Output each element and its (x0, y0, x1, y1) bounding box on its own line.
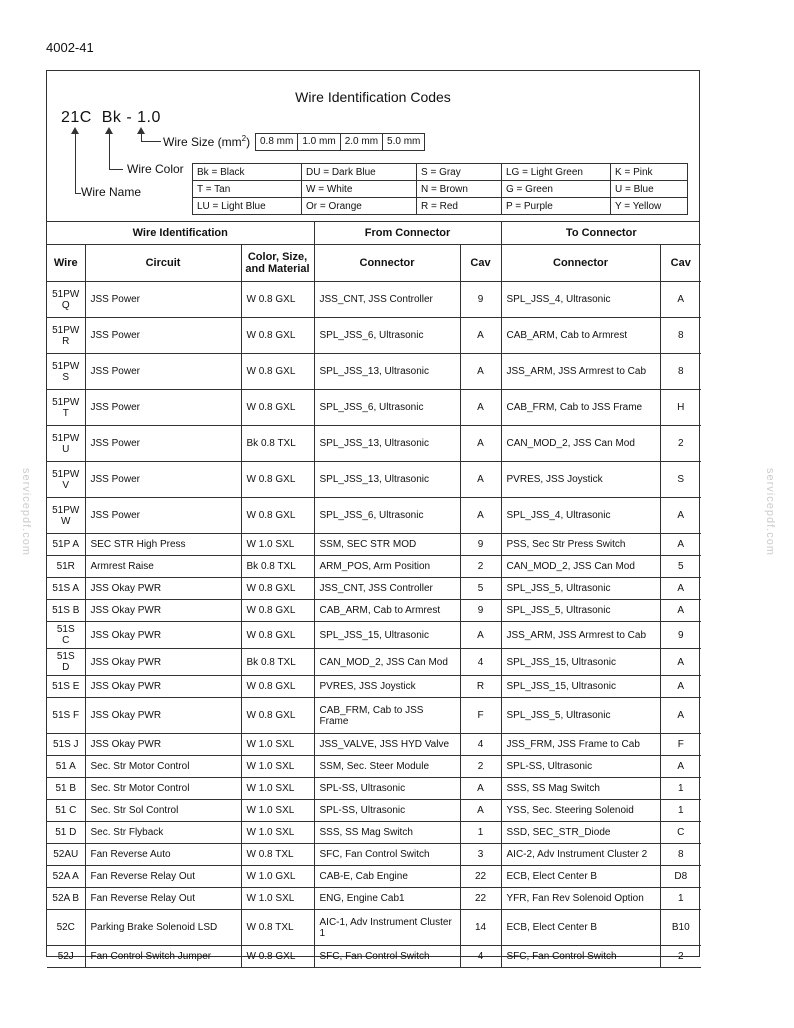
from-connector-cell: SPL_JSS_13, Ultrasonic (314, 426, 460, 462)
from-cav-cell: A (460, 800, 501, 822)
to-cav-cell: A (660, 578, 701, 600)
to-cav-cell: 9 (660, 622, 701, 649)
to-connector-cell: SPL_JSS_15, Ultrasonic (501, 649, 660, 676)
color-size-material-cell: W 1.0 SXL (241, 800, 314, 822)
color-code-cell: P = Purple (502, 198, 611, 215)
circuit-cell: Sec. Str Sol Control (85, 800, 241, 822)
to-connector-cell: JSS_FRM, JSS Frame to Cab (501, 734, 660, 756)
arrow-line (141, 141, 161, 142)
from-cav-cell: 22 (460, 866, 501, 888)
from-connector-cell: CAN_MOD_2, JSS Can Mod (314, 649, 460, 676)
wire-size-options (255, 133, 425, 151)
to-connector-cell: CAB_FRM, Cab to JSS Frame (501, 390, 660, 426)
to-cav-cell: 8 (660, 844, 701, 866)
circuit-cell: Parking Brake Solenoid LSD (85, 910, 241, 946)
to-cav-cell: A (660, 649, 701, 676)
to-cav-cell: A (660, 600, 701, 622)
wire-cell: 52AU (47, 844, 85, 866)
table-row (47, 676, 701, 698)
table-row (47, 800, 701, 822)
from-connector-cell: SPL_JSS_6, Ultrasonic (314, 318, 460, 354)
wire-cell: 51S C (47, 622, 85, 649)
wire-cell: 51PW V (47, 462, 85, 498)
table-row (47, 778, 701, 800)
to-connector-cell: SPL_JSS_5, Ultrasonic (501, 600, 660, 622)
color-code-row (193, 198, 688, 215)
wire-cell: 51R (47, 556, 85, 578)
wire-size-label: Wire Size $(mm^2)$ (163, 134, 251, 149)
circuit-cell: JSS Power (85, 426, 241, 462)
from-cav-cell: A (460, 354, 501, 390)
color-code-cell: DU = Dark Blue (302, 164, 417, 181)
from-connector-cell: PVRES, JSS Joystick (314, 676, 460, 698)
table-row (47, 600, 701, 622)
color-code-cell: G = Green (502, 181, 611, 198)
to-connector-cell: SPL_JSS_15, Ultrasonic (501, 676, 660, 698)
page-number: 4002-41 (46, 40, 94, 55)
from-connector-cell: AIC-1, Adv Instrument Cluster 1 (314, 910, 460, 946)
circuit-cell: JSS Okay PWR (85, 698, 241, 734)
color-code-cell: Bk = Black (193, 164, 302, 181)
circuit-cell: Fan Reverse Relay Out (85, 866, 241, 888)
circuit-cell: Armrest Raise (85, 556, 241, 578)
wire-cell: 51PW R (47, 318, 85, 354)
from-connector-cell: JSS_CNT, JSS Controller (314, 578, 460, 600)
to-cav-cell: A (660, 756, 701, 778)
from-connector-cell: SPL-SS, Ultrasonic (314, 778, 460, 800)
color-code-cell: LG = Light Green (502, 164, 611, 181)
circuit-cell: JSS Power (85, 390, 241, 426)
to-connector-cell: SPL_JSS_5, Ultrasonic (501, 578, 660, 600)
circuit-cell: Fan Control Switch Jumper (85, 946, 241, 968)
table-row (47, 426, 701, 462)
size-option: 0.8 mm (256, 134, 298, 150)
color-size-material-cell: W 0.8 GXL (241, 462, 314, 498)
watermark-left: servicepdf.com (20, 468, 32, 556)
to-cav-cell: C (660, 822, 701, 844)
table-row (47, 578, 701, 600)
from-cav-cell: 9 (460, 534, 501, 556)
from-cav-cell: 9 (460, 600, 501, 622)
color-code-cell: U = Blue (611, 181, 688, 198)
wire-cell: 51PW W (47, 498, 85, 534)
circuit-cell: JSS Okay PWR (85, 649, 241, 676)
wire-cell: 51P A (47, 534, 85, 556)
circuit-cell: Fan Reverse Auto (85, 844, 241, 866)
wire-cell: 51PW S (47, 354, 85, 390)
from-connector-cell: SPL_JSS_13, Ultrasonic (314, 462, 460, 498)
size-option: 1.0 mm (298, 134, 340, 150)
from-connector-cell: SPL-SS, Ultrasonic (314, 800, 460, 822)
circuit-cell: JSS Power (85, 462, 241, 498)
from-connector-cell: JSS_CNT, JSS Controller (314, 282, 460, 318)
to-cav-cell: A (660, 534, 701, 556)
arrow-line (75, 133, 76, 193)
color-size-material-cell: W 1.0 SXL (241, 778, 314, 800)
from-cav-cell: 14 (460, 910, 501, 946)
from-connector-cell: JSS_VALVE, JSS HYD Valve (314, 734, 460, 756)
to-cav-cell: A (660, 676, 701, 698)
wire-cell: 51PW T (47, 390, 85, 426)
wire-cell: 52J (47, 946, 85, 968)
to-connector-cell: PVRES, JSS Joystick (501, 462, 660, 498)
circuit-cell: Sec. Str Motor Control (85, 756, 241, 778)
to-connector-cell: JSS_ARM, JSS Armrest to Cab (501, 354, 660, 390)
size-option: 2.0 mm (341, 134, 383, 150)
color-size-material-cell: W 0.8 GXL (241, 600, 314, 622)
to-connector-cell: SPL_JSS_4, Ultrasonic (501, 282, 660, 318)
table-row (47, 888, 701, 910)
wire-name-label: Wire Name (81, 185, 142, 199)
table-row (47, 866, 701, 888)
table-row (47, 910, 701, 946)
table-row (47, 622, 701, 649)
from-cav-cell: A (460, 498, 501, 534)
to-cav-cell: 1 (660, 800, 701, 822)
to-cav-cell: 8 (660, 354, 701, 390)
to-connector-cell: AIC-2, Adv Instrument Cluster 2 (501, 844, 660, 866)
wire-cell: 51S D (47, 649, 85, 676)
from-cav-cell: 2 (460, 556, 501, 578)
wire-color-label: Wire Color (127, 162, 184, 176)
color-size-material-cell: W 1.0 SXL (241, 534, 314, 556)
table-row (47, 390, 701, 426)
wire-cell: 51PW U (47, 426, 85, 462)
color-size-material-cell: W 1.0 SXL (241, 888, 314, 910)
from-connector-cell: SPL_JSS_15, Ultrasonic (314, 622, 460, 649)
column-header-circuit: Circuit (85, 245, 241, 282)
from-connector-cell: SFC, Fan Control Switch (314, 844, 460, 866)
to-cav-cell: 5 (660, 556, 701, 578)
from-connector-cell: SPL_JSS_6, Ultrasonic (314, 498, 460, 534)
color-size-material-cell: W 1.0 SXL (241, 822, 314, 844)
color-size-material-cell: W 0.8 GXL (241, 390, 314, 426)
from-cav-cell: 22 (460, 888, 501, 910)
to-cav-cell: 2 (660, 426, 701, 462)
from-cav-cell: 5 (460, 578, 501, 600)
wire-cell: 52A A (47, 866, 85, 888)
to-connector-cell: CAN_MOD_2, JSS Can Mod (501, 556, 660, 578)
table-row (47, 649, 701, 676)
color-size-material-cell: Bk 0.8 TXL (241, 649, 314, 676)
color-code-cell: W = White (302, 181, 417, 198)
from-connector-cell: ARM_POS, Arm Position (314, 556, 460, 578)
size-option: 5.0 mm (387, 136, 421, 147)
arrow-line (109, 169, 123, 170)
from-cav-cell: A (460, 318, 501, 354)
from-cav-cell: 4 (460, 734, 501, 756)
from-cav-cell: A (460, 390, 501, 426)
to-cav-cell: B10 (660, 910, 701, 946)
circuit-cell: Sec. Str Flyback (85, 822, 241, 844)
circuit-cell: Fan Reverse Relay Out (85, 888, 241, 910)
color-code-row (193, 164, 688, 181)
color-size-material-cell: W 0.8 TXL (241, 844, 314, 866)
wire-cell: 51 B (47, 778, 85, 800)
code-dash: - (126, 109, 133, 126)
to-cav-cell: H (660, 390, 701, 426)
circuit-cell: JSS Power (85, 282, 241, 318)
color-code-cell: T = Tan (193, 181, 302, 198)
circuit-cell: SEC STR High Press (85, 534, 241, 556)
to-connector-cell: PSS, Sec Str Press Switch (501, 534, 660, 556)
from-cav-cell: A (460, 426, 501, 462)
column-header-to-connector: Connector (501, 245, 660, 282)
column-header-from-cav: Cav (460, 245, 501, 282)
to-connector-cell: SSD, SEC_STR_Diode (501, 822, 660, 844)
table-row (47, 946, 701, 968)
legend-title: Wire Identification Codes (295, 89, 451, 105)
wire-cell: 51 A (47, 756, 85, 778)
wire-cell: 51S J (47, 734, 85, 756)
wire-cell: 51PW Q (47, 282, 85, 318)
table-row (47, 462, 701, 498)
from-connector-cell: SSM, Sec. Steer Module (314, 756, 460, 778)
to-connector-cell: SPL_JSS_4, Ultrasonic (501, 498, 660, 534)
code-wire-name: 21C (61, 109, 92, 126)
color-code-cell: S = Gray (417, 164, 502, 181)
color-code-cell: Or = Orange (302, 198, 417, 215)
to-cav-cell: A (660, 698, 701, 734)
from-cav-cell: A (460, 462, 501, 498)
table-row (47, 282, 701, 318)
column-header-from-connector: Connector (314, 245, 460, 282)
circuit-cell: JSS Okay PWR (85, 734, 241, 756)
to-connector-cell: SSS, SS Mag Switch (501, 778, 660, 800)
color-code-cell: K = Pink (611, 164, 688, 181)
from-cav-cell: A (460, 778, 501, 800)
to-connector-cell: SPL-SS, Ultrasonic (501, 756, 660, 778)
color-size-material-cell: W 1.0 SXL (241, 734, 314, 756)
table-row (47, 844, 701, 866)
color-code-cell: LU = Light Blue (193, 198, 302, 215)
table-row (47, 556, 701, 578)
color-code-cell: R = Red (417, 198, 502, 215)
column-header-to-cav: Cav (660, 245, 701, 282)
wire-cell: 52A B (47, 888, 85, 910)
to-cav-cell: A (660, 282, 701, 318)
from-connector-cell: CAB-E, Cab Engine (314, 866, 460, 888)
from-connector-cell: SPL_JSS_6, Ultrasonic (314, 390, 460, 426)
color-size-material-cell: W 1.0 SXL (241, 756, 314, 778)
from-connector-cell: SSS, SS Mag Switch (314, 822, 460, 844)
color-size-material-cell: W 0.8 GXL (241, 698, 314, 734)
color-code-row (193, 181, 688, 198)
color-size-material-cell: Bk 0.8 TXL (241, 556, 314, 578)
wire-code-legend (47, 71, 699, 222)
table-row (47, 734, 701, 756)
to-cav-cell: 1 (660, 888, 701, 910)
from-connector-cell: ENG, Engine Cab1 (314, 888, 460, 910)
wire-cell: 51S E (47, 676, 85, 698)
color-size-material-cell: W 0.8 GXL (241, 318, 314, 354)
color-size-material-cell: W 1.0 GXL (241, 866, 314, 888)
to-connector-cell: YFR, Fan Rev Solenoid Option (501, 888, 660, 910)
to-connector-cell: ECB, Elect Center B (501, 910, 660, 946)
watermark-right: servicepdf.com (764, 468, 776, 556)
color-size-material-cell: W 0.8 GXL (241, 282, 314, 318)
column-header-color-size-material: Color, Size, and Material (241, 245, 314, 282)
color-size-material-cell: W 0.8 GXL (241, 578, 314, 600)
circuit-cell: JSS Power (85, 318, 241, 354)
wire-cell: 51S F (47, 698, 85, 734)
group-header-to-connector: To Connector (501, 222, 701, 245)
code-example (61, 109, 161, 127)
column-header-wire: Wire (47, 245, 85, 282)
to-connector-cell: CAN_MOD_2, JSS Can Mod (501, 426, 660, 462)
wire-table-frame (46, 70, 700, 962)
color-size-material-cell: W 0.8 GXL (241, 622, 314, 649)
table-row (47, 354, 701, 390)
to-connector-cell: ECB, Elect Center B (501, 866, 660, 888)
table-row (47, 756, 701, 778)
from-connector-cell: CAB_ARM, Cab to Armrest (314, 600, 460, 622)
to-cav-cell: 8 (660, 318, 701, 354)
from-cav-cell: 4 (460, 946, 501, 968)
wire-cell: 51 C (47, 800, 85, 822)
wire-cell: 52C (47, 910, 85, 946)
color-size-material-cell: W 0.8 TXL (241, 910, 314, 946)
to-connector-cell: YSS, Sec. Steering Solenoid (501, 800, 660, 822)
from-connector-cell: CAB_FRM, Cab to JSS Frame (314, 698, 460, 734)
from-cav-cell: 4 (460, 649, 501, 676)
to-cav-cell: D8 (660, 866, 701, 888)
group-header-wire-identification: Wire Identification (47, 222, 314, 245)
table-row (47, 698, 701, 734)
from-cav-cell: 1 (460, 822, 501, 844)
arrow-line (109, 133, 110, 169)
from-connector-cell: SPL_JSS_13, Ultrasonic (314, 354, 460, 390)
circuit-cell: JSS Power (85, 354, 241, 390)
wire-cell: 51S B (47, 600, 85, 622)
from-connector-cell: SFC, Fan Control Switch (314, 946, 460, 968)
color-size-material-cell: W 0.8 GXL (241, 354, 314, 390)
circuit-cell: JSS Okay PWR (85, 600, 241, 622)
from-cav-cell: A (460, 622, 501, 649)
to-connector-cell: JSS_ARM, JSS Armrest to Cab (501, 622, 660, 649)
to-cav-cell: F (660, 734, 701, 756)
to-cav-cell: A (660, 498, 701, 534)
to-connector-cell: CAB_ARM, Cab to Armrest (501, 318, 660, 354)
arrow-line (141, 133, 142, 141)
to-cav-cell: 2 (660, 946, 701, 968)
code-wire-size: 1.0 (137, 109, 161, 126)
color-size-material-cell: Bk 0.8 TXL (241, 426, 314, 462)
group-header-from-connector: From Connector (314, 222, 501, 245)
color-code-cell: Y = Yellow (611, 198, 688, 215)
wire-cell: 51S A (47, 578, 85, 600)
to-cav-cell: S (660, 462, 701, 498)
from-cav-cell: 3 (460, 844, 501, 866)
from-cav-cell: 9 (460, 282, 501, 318)
circuit-cell: Sec. Str Motor Control (85, 778, 241, 800)
circuit-cell: JSS Power (85, 498, 241, 534)
from-connector-cell: SSM, SEC STR MOD (314, 534, 460, 556)
color-size-material-cell: W 0.8 GXL (241, 676, 314, 698)
table-row (47, 498, 701, 534)
table-row (47, 822, 701, 844)
from-cav-cell: R (460, 676, 501, 698)
wire-cell: 51 D (47, 822, 85, 844)
color-code-grid (192, 163, 688, 215)
to-connector-cell: SFC, Fan Control Switch (501, 946, 660, 968)
to-cav-cell: 1 (660, 778, 701, 800)
table-row (47, 534, 701, 556)
table-row (47, 318, 701, 354)
color-code-cell: N = Brown (417, 181, 502, 198)
wire-table (47, 222, 701, 968)
circuit-cell: JSS Okay PWR (85, 622, 241, 649)
color-size-material-cell: W 0.8 GXL (241, 498, 314, 534)
circuit-cell: JSS Okay PWR (85, 578, 241, 600)
circuit-cell: JSS Okay PWR (85, 676, 241, 698)
from-cav-cell: 2 (460, 756, 501, 778)
from-cav-cell: F (460, 698, 501, 734)
to-connector-cell: SPL_JSS_5, Ultrasonic (501, 698, 660, 734)
code-wire-color: Bk (101, 109, 122, 126)
color-size-material-cell: W 0.8 GXL (241, 946, 314, 968)
